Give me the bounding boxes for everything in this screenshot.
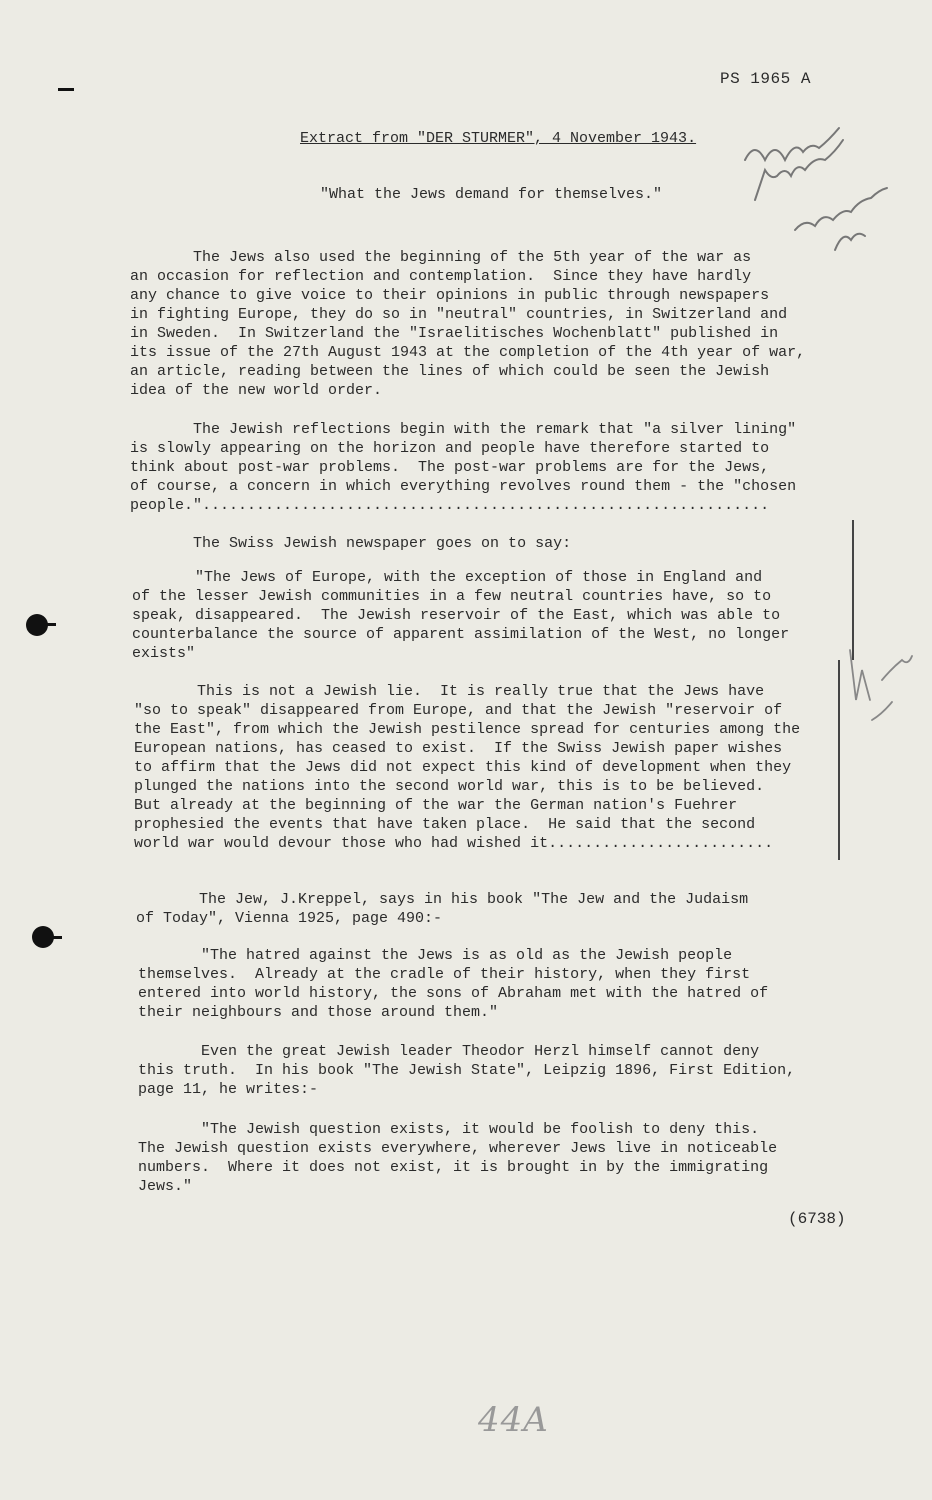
staple-mark-icon <box>58 88 74 91</box>
margin-line-mark <box>838 660 840 860</box>
paragraph-9-quote: "The Jewish question exists, it would be foolish to deny this. The Jewish question exists everywhere, wherever Jews live in noticeable numbers. Where it does not exist, it is brought in by the immigrating Jews." <box>138 1121 778 1195</box>
document-subtitle: "What the Jews demand for themselves." <box>320 186 663 203</box>
paragraph-7-quote: "The hatred against the Jews is as old as the Jewish people themselves. Already at the cradle of their history, when they first entered into world history, the sons of Abraham met with the hatred of their neighbours and those around them." <box>138 947 769 1021</box>
punch-hole-tail-icon <box>50 936 62 939</box>
page-number: (6738) <box>788 1210 846 1228</box>
paragraph-1: The Jews also used the beginning of the 5th year of the war as an occasion for reflection and contemplation. Since they have hardly any chance to give voice to their opinions in public through newspapers in fighting Europe, they do so in "neutral" countries, in Switzerland and in Sweden. In Switzerland the "Israelitisches Wochenblatt" published in its issue of the 27th August 1943 at the completion of the 4th year of war, an article, reading between the lines of which could be seen the Jewish idea of the new world order. <box>130 249 806 399</box>
paragraph-8: Even the great Jewish leader Theodor Herzl himself cannot deny this truth. In his book "The Jewish State", Leipzig 1896, First Edition, page 11, he writes:- <box>138 1043 796 1098</box>
folio-number: 44A <box>478 1400 549 1440</box>
paragraph-4-quote: "The Jews of Europe, with the exception of those in England and of the lesser Jewish communities in a few neutral countries have, so to speak, disappeared. The Jewish reservoir of the East, which was able to counterbalance the source of apparent assimilation of the West, no longer exists" <box>132 569 790 662</box>
punch-hole-tail-icon <box>44 623 56 626</box>
paragraph-3: The Swiss Jewish newspaper goes on to say: <box>130 535 572 552</box>
paragraph-5: This is not a Jewish lie. It is really true that the Jews have "so to speak" disappeared from Europe, and that the Jewish "reservoir of the East", from which the Jewish pestilence spread for centuries among the European nations, has ceased to exist. If the Swiss Jewish paper wishes to affirm that the Jews did not expect this kind of development when they plunged the nations into the second world war, this is to be believed. But already at the beginning of the war the German nation's Fuehrer prophesied the events that have taken place. He said that the second world war would devour those who had wished it......................... <box>134 683 801 852</box>
document-id: PS 1965 A <box>720 70 811 88</box>
handwritten-margin-note-icon <box>842 640 922 760</box>
margin-line-mark <box>852 520 854 660</box>
document-title: Extract from "DER STURMER", 4 November 1943. <box>300 130 697 147</box>
handwritten-annotation-icon <box>735 100 925 260</box>
paragraph-2: The Jewish reflections begin with the remark that "a silver lining" is slowly appearing on the horizon and people have therefore started to think about post-war problems. The post-war problems are for the Jews, of course, a concern in which everything revolves round them - the "chosen people."............................................................... <box>130 421 797 514</box>
paragraph-6: The Jew, J.Kreppel, says in his book "The Jew and the Judaism of Today", Vienna 1925, page 490:- <box>136 891 749 927</box>
